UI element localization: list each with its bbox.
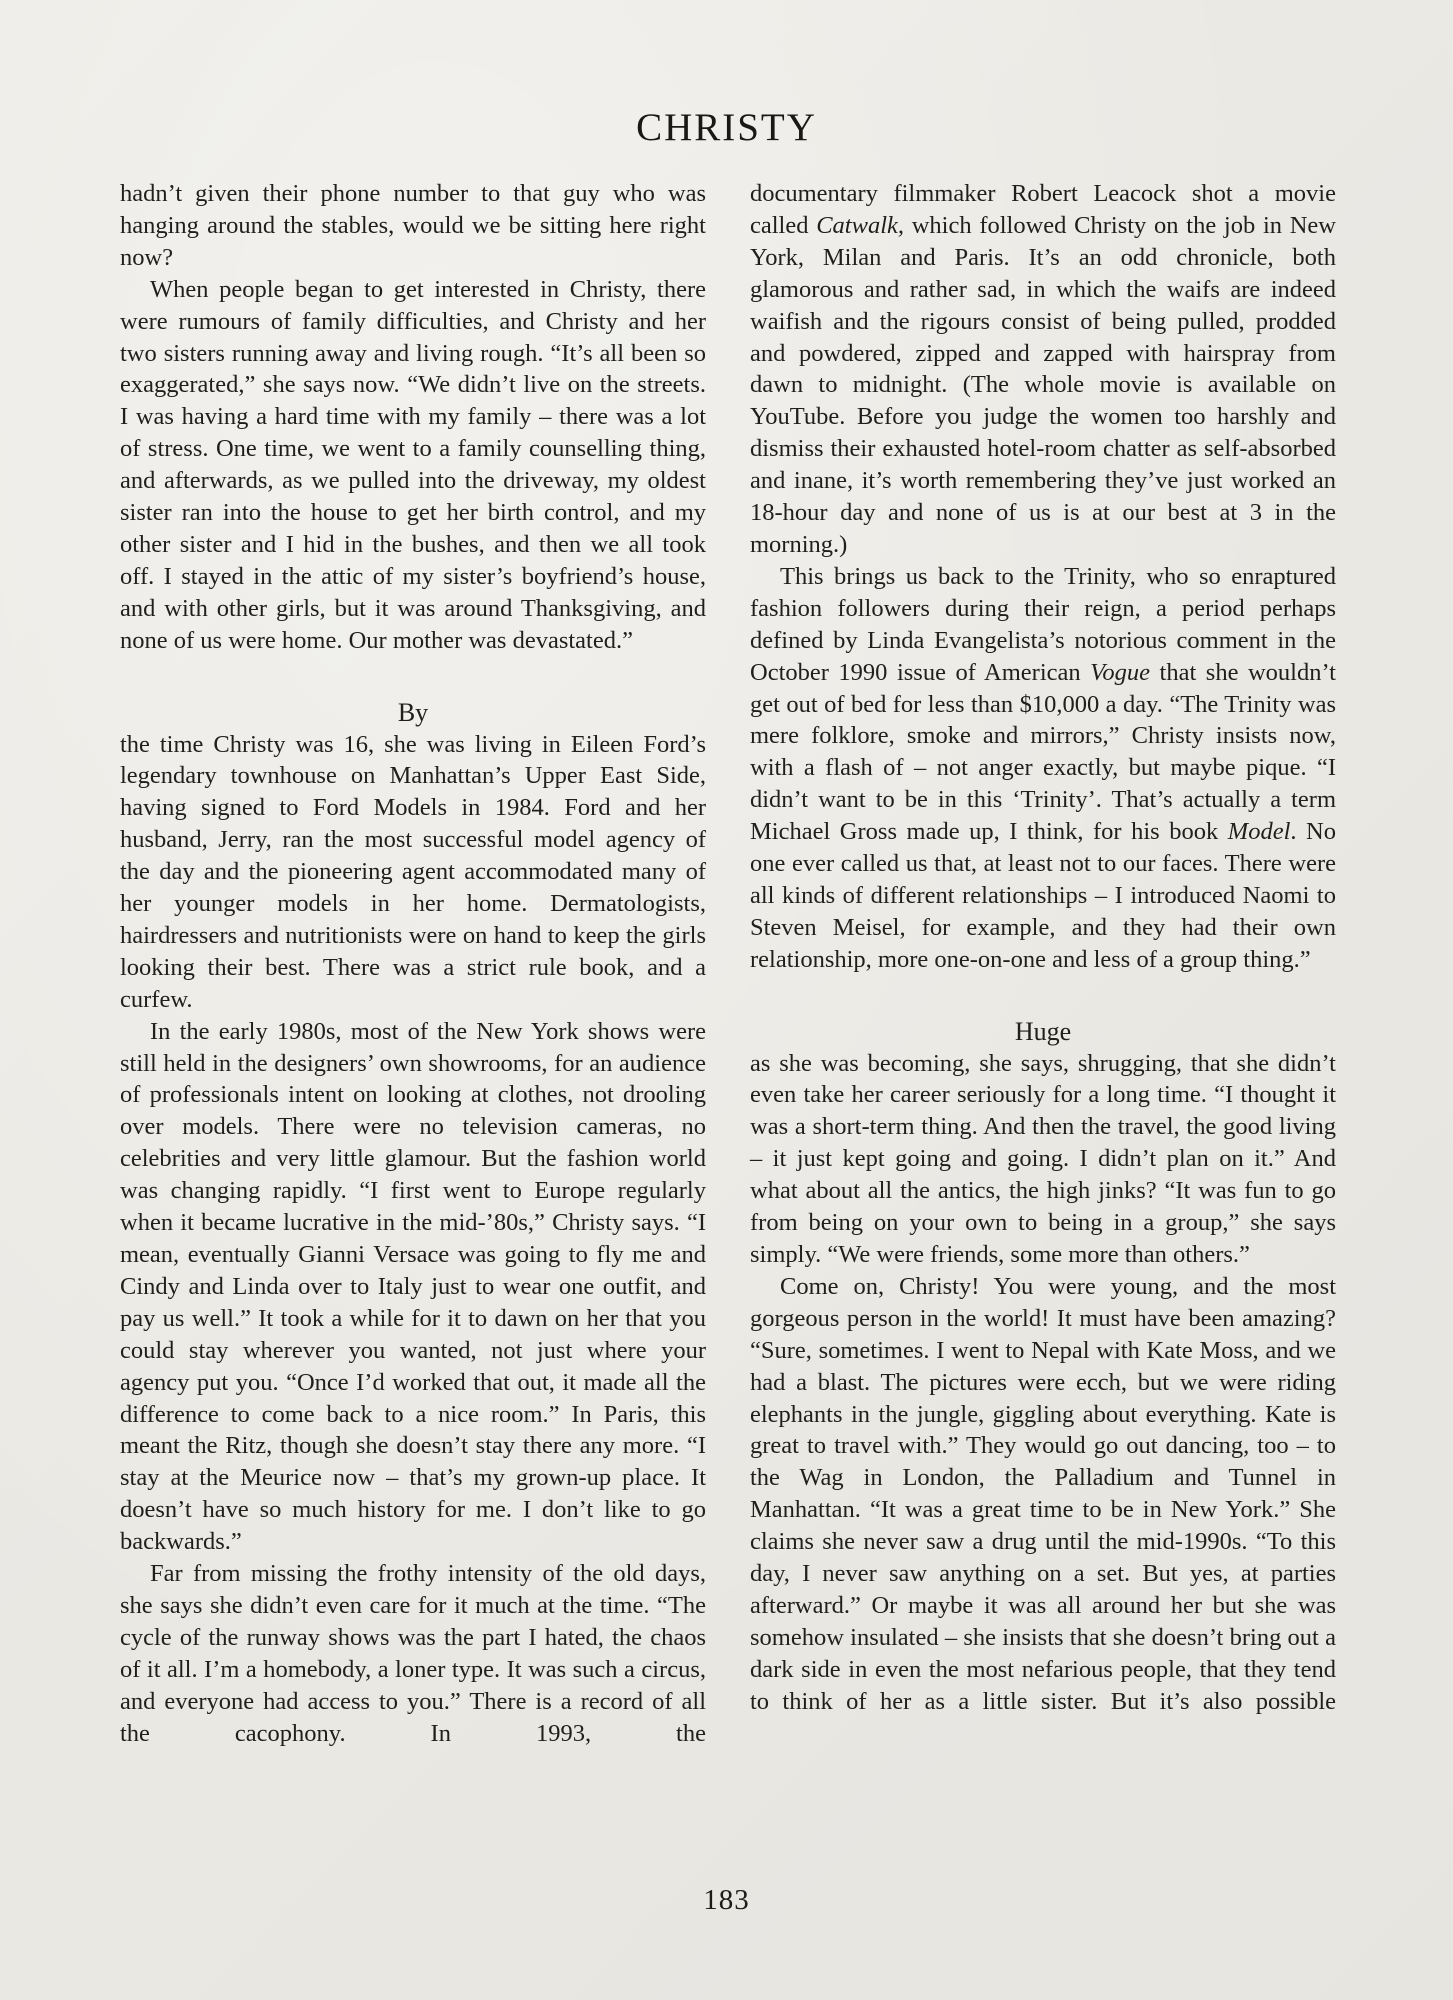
paragraph: documentary filmmaker Robert Leacock shot a movie called Catwalk, which followed Christy on the job in New York, Milan and Paris. It’s an odd chronicle, both glamorous and rather sad, in which the waifs are indeed waifish and the rigours consist of being pulled, prodded and powdered, zipped and zapped with hairspray from dawn to midnight. (The whole movie is available on YouTube. Before you judge the women too harshly and dismiss their exhausted hotel-room chatter as self-absorbed and inane, it’s worth remembering they’ve just worked an 18-hour day and none of us is at our best at 3 in the morning.) xyxy=(750,180,1336,558)
right-column xyxy=(750,178,1336,1750)
article-body xyxy=(120,178,1336,1750)
page-title: CHRISTY xyxy=(636,106,817,149)
page-number: 183 xyxy=(703,1884,750,1916)
section-lead-word: By xyxy=(397,697,429,727)
paragraph: Come on, Christy! You were young, and the most gorgeous person in the world! It must have been amazing? “Sure, sometimes. I went to Nepal with Kate Moss, and we had a blast. The pictures were ecch, but we were riding elephants in the jungle, giggling about everything. Kate is great to travel with.” They would go out dancing, too – to the Wag in London, the Palladium and Tunnel in Manhattan. “It was a great time to be in New York.” She claims she never saw a drug until the mid-1990s. “To this day, I never saw anything on a set. But yes, at parties afterward.” Or maybe it was all around her but she was somehow insulated – she insists that she doesn’t bring out a dark side in even the most nefarious people, that they tend to think of her as a little sister. But it’s also possible xyxy=(750,1272,1336,1715)
paragraph: In the early 1980s, most of the New York shows were still held in the designers’ own showrooms, for an audience of professionals intent on looking at clothes, not drooling over models. There were no television cameras, no celebrities and very little glamour. But the fashion world was changing rapidly. “I first went to Europe regularly when it became lucrative in the mid-’80s,” Christy says. “I mean, eventually Gianni Versace was going to fly me and Cindy and Linda over to Italy just to wear one outfit, and pay us well.” It took a while for it to dawn on her that you could stay wherever you wanted, not just where your agency put you. “Once I’d worked that out, it made all the difference to come back to a nice room.” In Paris, this meant the Ritz, though she doesn’t stay there any more. “I stay at the Meurice now – that’s my grown-up place. It doesn’t have so much history for me. I don’t like to go backwards.” xyxy=(120,1017,706,1556)
italic-text: Model xyxy=(1227,818,1291,846)
paragraph: as she was becoming, she says, shrugging, that she didn’t even take her career seriously for a long time. “I thought it was a short-term thing. And then the travel, the good living – it just kept going and going. I didn’t plan on it.” And what about all the antics, the high jinks? “It was fun to go from being on your own to being in a group,” she says simply. “We were friends, some more than others.” xyxy=(750,1049,1336,1268)
left-column xyxy=(120,178,706,1750)
paragraph: This brings us back to the Trinity, who so enraptured fashion followers during their reign, a period perhaps defined by Linda Evangelista’s notorious comment in the October 1990 issue of American Vogue that she wouldn’t get out of bed for less than $10,000 a day. “The Trinity was mere folklore, smoke and mirrors,” Christy insists now, with a flash of – not anger exactly, but maybe pique. “I didn’t want to be in this ‘Trinity’. That’s actually a term Michael Gross made up, I think, for his book Model. No one ever called us that, at least not to our faces. There were all kinds of different relationships – I introduced Naomi to Steven Meisel, for example, and they had their own relationship, more one-on-one and less of a group thing.” xyxy=(750,562,1336,973)
paragraph: the time Christy was 16, she was living in Eileen Ford’s legendary townhouse on Manhattan’s Upper East Side, having signed to Ford Models in 1984. Ford and her husband, Jerry, ran the most successful model agency of the day and the pioneering agent accommodated many of her younger models in her home. Dermatologists, hairdressers and nutritionists were on hand to keep the girls looking their best. There was a strict rule book, and a curfew. xyxy=(120,730,706,1013)
italic-text: Vogue xyxy=(1090,658,1151,686)
paragraph: Far from missing the frothy intensity of the old days, she says she didn’t even care for it much at the time. “The cycle of the runway shows was the part I hated, the chaos of it all. I’m a homebody, a loner type. It was such a circus, and everyone had access to you.” There is a record of all the cacophony. In 1993, the xyxy=(120,1560,706,1747)
paragraph: hadn’t given their phone number to that guy who was hanging around the stables, would we be sitting here right now? xyxy=(120,180,706,271)
section-lead-word: Huge xyxy=(1014,1016,1072,1046)
paragraph: When people began to get interested in Christy, there were rumours of family difficulties, and Christy and her two sisters running away and living rough. “It’s all been so exaggerated,” she says now. “We didn’t live on the streets. I was having a hard time with my family – there was a lot of stress. One time, we went to a family counselling thing, and afterwards, as we pulled into the driveway, my oldest sister ran into the house to get her birth control, and my other sister and I hid in the bushes, and then we all took off. I stayed in the attic of my sister’s boyfriend’s house, and with other girls, but it was around Thanksgiving, and none of us were home. Our mother was devastated.” xyxy=(120,275,706,654)
italic-text: Catwalk, xyxy=(816,211,905,239)
